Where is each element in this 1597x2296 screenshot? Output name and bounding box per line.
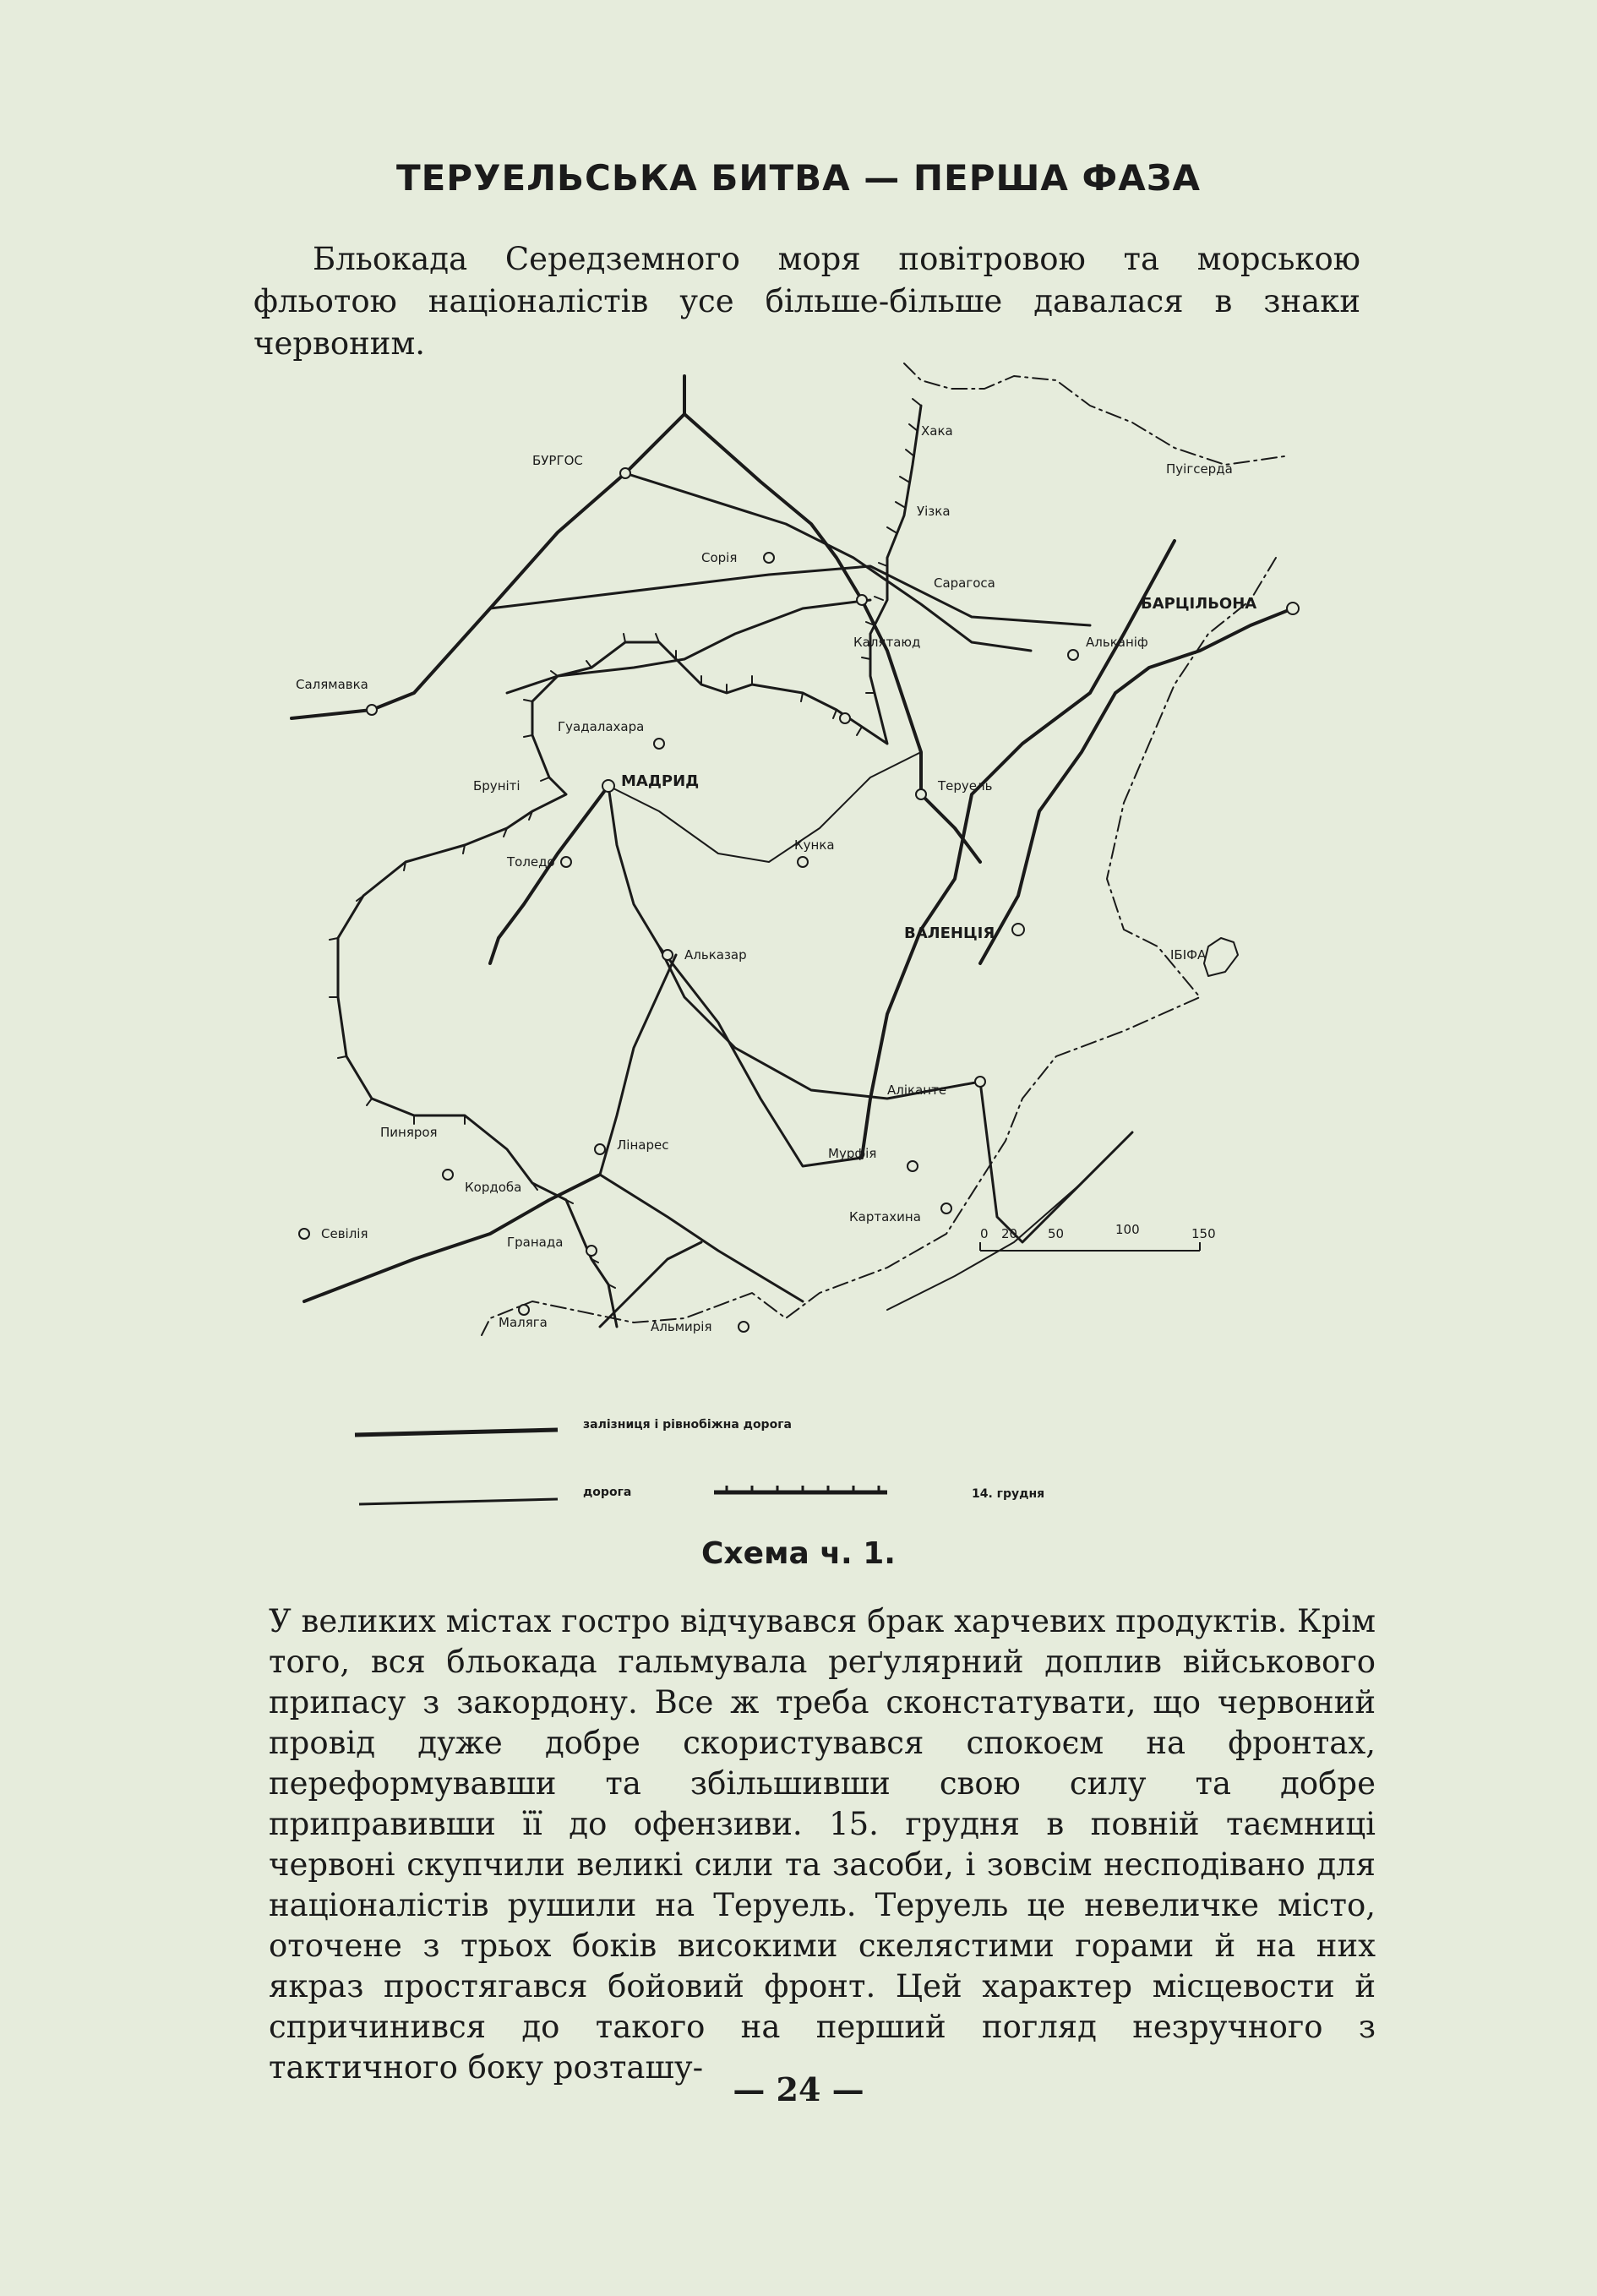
city-label-uizka: Уізка — [917, 504, 951, 519]
city-label-barcelona: БАРЦІЛЬОНА — [1141, 595, 1257, 613]
city-label-khaka: Хака — [921, 423, 953, 439]
city-label-alkanif: Альканіф — [1086, 635, 1148, 650]
scale-bar — [980, 1222, 1216, 1251]
railway-line — [625, 473, 1031, 651]
city-marker — [739, 1322, 749, 1332]
city-label-sevilia: Севілія — [321, 1226, 368, 1241]
city-label-murcia: Мурфія — [828, 1146, 877, 1161]
legend-road-label: дорога — [583, 1486, 632, 1499]
city-marker — [916, 789, 926, 799]
map-legend — [355, 1418, 1044, 1504]
city-marker — [975, 1077, 985, 1087]
city-marker — [561, 857, 571, 867]
city-marker — [941, 1203, 951, 1213]
railway-line — [292, 376, 684, 718]
railway-line — [980, 608, 1293, 963]
city-marker — [1012, 924, 1024, 935]
legend-front-label: 14. грудня — [972, 1487, 1045, 1501]
city-marker — [654, 739, 664, 749]
city-marker — [857, 595, 867, 605]
city-label-guadalakhara: Гуадалахара — [558, 719, 645, 734]
city-label-kalyataiud: Калятаюд — [853, 635, 921, 650]
front-line — [338, 406, 921, 1327]
city-label-almeria: Альмирія — [651, 1319, 712, 1334]
city-label-burgos: БУРГОС — [532, 453, 583, 468]
city-label-pinyaros: Пиняроя — [380, 1125, 438, 1140]
scale-label: 150 — [1191, 1226, 1216, 1241]
city-marker — [1068, 650, 1078, 660]
railway-line — [600, 1175, 803, 1301]
city-label-toledo: Толедо — [507, 854, 555, 870]
city-marker — [519, 1305, 529, 1315]
railway-line — [608, 786, 980, 1099]
city-label-ibiza: ІБІФА — [1170, 947, 1207, 963]
city-label-granada: Гранада — [507, 1235, 564, 1250]
city-marker — [764, 553, 774, 563]
body-paragraph: У великих містах гостро відчувався брак харчевих продуктів. Крім того, вся бльокада гальмувала реґулярний доплив військового припасу з закордону. Все ж треба сконстатувати, що червоний провід дуже добре скористувався спокоєм на фронтах, переформувавши та збільшивши свою силу та добре приправивши її до офензиви. 15. грудня в повній таємниці червоні скупчили великі сили та засоби, і зовсім несподівано для націоналістів рушили на Теруель. Теруель це невеличке місто, оточене з трьох боків високими скелястими горами й на них якраз простягався бойовий фронт. Цей характер місцевости й спричинився до такого на перший погляд незручного з тактичного боку розташу- — [269, 1603, 1376, 2086]
city-label-malaga: Маляга — [499, 1315, 548, 1330]
city-marker — [586, 1246, 597, 1256]
scale-label: 50 — [1048, 1226, 1065, 1241]
city-label-valencia: ВАЛЕНЦІЯ — [904, 924, 995, 942]
ibiza-island — [1204, 938, 1238, 976]
railway-line — [490, 786, 608, 963]
city-label-madrid: МАДРИД — [621, 772, 700, 790]
city-marker — [367, 705, 377, 715]
scale-label: 20 — [1001, 1226, 1018, 1241]
city-label-kordoba: Кордоба — [465, 1180, 522, 1195]
city-marker — [620, 468, 630, 478]
city-marker — [1287, 603, 1299, 614]
city-label-alkafar: Альказар — [684, 947, 747, 963]
scale-label: 0 — [980, 1226, 989, 1241]
city-marker — [662, 950, 673, 960]
railway-line — [507, 600, 870, 693]
railway-line — [887, 1132, 1132, 1310]
city-marker — [299, 1229, 309, 1239]
city-label-puigcerda: Пуігсерда — [1166, 461, 1233, 477]
city-label-linares: Лінарес — [617, 1137, 669, 1153]
map-scheme — [279, 355, 1377, 1501]
figure-caption: Схема ч. 1. — [701, 1536, 896, 1571]
page-title: ТЕРУЕЛЬСЬКА БИТВА — ПЕРША ФАЗА — [395, 157, 1202, 199]
intro-paragraph: Бльокада Середземного моря повітровою та морською фльотою націоналістів усе більше-більше давалася в знаки червоним. — [253, 241, 1360, 362]
city-marker — [840, 713, 850, 723]
city-label-teruel: Теруель — [938, 778, 993, 794]
coastline — [482, 363, 1284, 1335]
city-label-salamanka: Салямавка — [296, 677, 368, 692]
city-marker — [443, 1170, 453, 1180]
legend-railway-label: залізниця і рівнобіжна дорога — [583, 1418, 792, 1432]
city-marker — [595, 1144, 605, 1154]
railway-line — [659, 946, 862, 1166]
city-label-alikante: Аліканте — [887, 1083, 947, 1098]
railway-line — [608, 752, 921, 862]
city-marker — [908, 1161, 918, 1171]
page-number: — 24 — — [733, 2070, 864, 2108]
railway-line — [490, 566, 1090, 625]
city-label-soria: Сорія — [701, 550, 738, 565]
city-label-kunka: Кунка — [794, 837, 835, 853]
scale-label: 100 — [1115, 1222, 1140, 1237]
city-marker — [602, 780, 614, 792]
city-label-kartakhena: Картахина — [849, 1209, 921, 1224]
railway-line — [980, 1082, 1132, 1242]
city-marker — [798, 857, 808, 867]
city-label-brunete: Бруніті — [473, 778, 521, 794]
city-label-saragosa: Сарагоса — [934, 575, 995, 591]
railway-line — [862, 541, 1175, 1158]
